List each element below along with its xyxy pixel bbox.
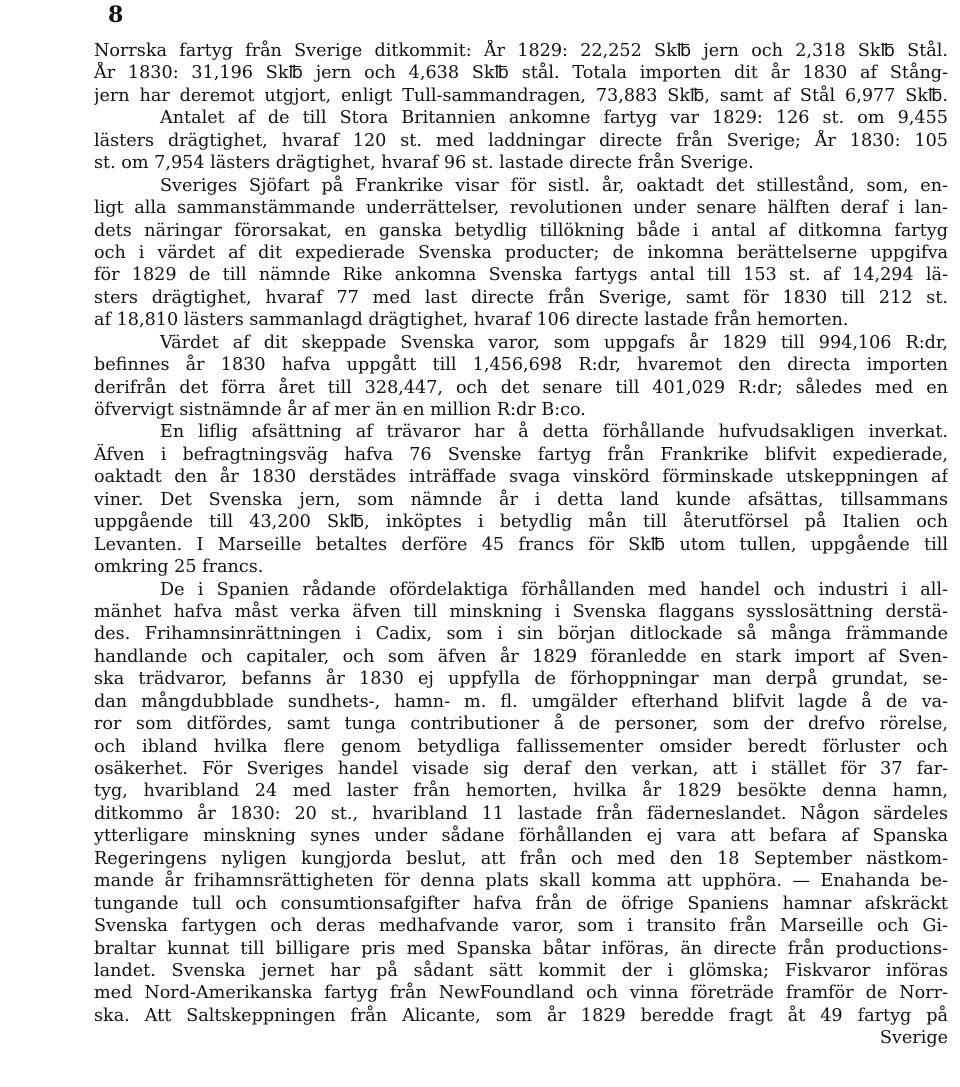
text-line: Levanten. I Marseille betaltes derföre 45 francs för Sk℔ utom tullen, uppgående till <box>94 534 948 555</box>
text-line: landet. Svenska jernet har på sådant sätt kommit der i glömska; Fiskvaror införas <box>94 960 948 981</box>
text-line: omkring 25 francs. <box>94 557 264 578</box>
text-line: Äfven i befragtningsväg hafva 76 Svenske fartyg från Frankrike blifvit expedierade, <box>94 444 948 465</box>
body-text <box>94 40 948 1050</box>
text-line: dan mångdubblade sundhets-, hamn- m. fl. umgälder efterhand blifvit lagde å de va- <box>94 691 948 712</box>
text-line: Svenska fartygen och deras medhafvande varor, som i transito från Marseille och Gi- <box>94 916 948 937</box>
text-line: En liflig afsättning af trävaror har å detta förhållande hufvudsakligen inverkat. <box>160 422 948 443</box>
text-line: Sveriges Sjöfart på Frankrike visar för sistl. år, oaktadt det stillestånd, som, en- <box>160 175 948 196</box>
text-line: De i Spanien rådande ofördelaktiga förhållanden med handel och industri i all- <box>160 579 948 600</box>
text-line: viner. Det Svenska jern, som nämnde år i detta land kunde afsättas, tillsammans <box>94 489 948 510</box>
text-line: ditkommo år 1830: 20 st., hvaribland 11 lastade från fäderneslandet. Någon särdeles <box>94 803 948 824</box>
text-line: osäkerhet. För Sveriges handel visade sig deraf den verkan, att i stället för 37 far- <box>94 759 948 779</box>
text-line: År 1830: 31,196 Sk℔ jern och 4,638 Sk℔ stål. Totala importen dit år 1830 af Stång- <box>94 63 948 84</box>
text-line: jern har deremot utgjort, enligt Tull-sammandragen, 73,883 Sk℔, samt af Stål 6,977 Sk℔. <box>94 85 948 106</box>
text-line: och i värdet af dit expedierade Svenska producter; de inkomna berättelserne uppgifva <box>94 242 948 263</box>
text-line: Antalet af de till Stora Britannien ankomne fartyg var 1829: 126 st. om 9,455 <box>160 108 948 129</box>
text-line: lästers drägtighet, hvaraf 120 st. med laddningar directe från Sverige; År 1830: 105 <box>94 130 948 151</box>
text-line: för 1829 de till nämnde Rike ankomna Svenska fartygs antal till 153 st. af 14,294 lä- <box>94 265 948 286</box>
text-line: mänhet hafva måst verka äfven till minskning i Svenska flaggans sysslosättning derstä- <box>94 601 948 622</box>
text-line: tyg, hvaribland 24 med laster från hemorten, hvilka år 1829 besökte denna hamn, <box>94 781 948 802</box>
text-line: tungande tull och consumtionsafgifter hafva från de öfrige Spaniens hamnar afskräckt <box>94 893 948 914</box>
text-line: des. Frihamnsinrättningen i Cadix, som i sin början ditlockade så många främmande <box>94 624 948 645</box>
text-line: handlande och capitaler, och som äfven år 1829 föranledde en stark import af Sven- <box>94 646 948 667</box>
text-line: st. om 7,954 lästers drägtighet, hvaraf 96 st. lastade directe från Sverige. <box>94 153 754 174</box>
text-line: ska. Att Saltskeppningen från Alicante, som år 1829 beredde fragt åt 49 fartyg på <box>94 1005 948 1026</box>
text-line: Regeringens nyligen kungjorda beslut, att från och med den 18 September nästkom- <box>94 848 948 869</box>
text-line: Norrska fartyg från Sverige ditkommit: År 1829: 22,252 Sk℔ jern och 2,318 Sk℔ Stål. <box>94 41 948 61</box>
text-line: ligt alla sammanstämmande underrättelser, revolutionen under senare hälften deraf i lan- <box>94 198 948 219</box>
text-line: befinnes år 1830 hafva uppgått till 1,456,698 R:dr, hvaremot den directa importen <box>94 355 948 376</box>
text-line: af 18,810 lästers sammanlagd drägtighet, hvaraf 106 directe lastade från hemorten. <box>94 310 849 331</box>
text-line: med Nord-Amerikanska fartyg från NewFoundland och vinna företräde framför de Norr- <box>94 983 948 1004</box>
text-line: oaktadt den år 1830 derstädes inträffade svaga vinskörd förminskade utskeppningen af <box>94 467 948 488</box>
text-line: sters drägtighet, hvaraf 77 med last directe från Sverige, samt för 1830 till 212 st. <box>94 287 948 308</box>
catchword: Sverige <box>879 1028 948 1049</box>
text-line: ytterligare minskning synes under sådane förhållanden ej vara att befara af Spanska <box>94 826 948 847</box>
text-line: Värdet af dit skeppade Svenska varor, som uppgafs år 1829 till 994,106 R:dr, <box>160 332 948 353</box>
text-line: dets näringar förorsakat, en ganska betydlig tillökning både i antal af ditkomna fartyg <box>94 220 948 241</box>
text-line: öfvervigt sistnämnde år af mer än en million R:dr B:co. <box>94 400 586 420</box>
text-line: mande år frihamnsrättigheten för denna plats skall komma att upphöra. — Enahanda be- <box>94 871 948 892</box>
text-line: braltar kunnat till billigare pris med Spanska båtar införas, än directe från productions- <box>94 938 948 959</box>
text-line: uppgående till 43,200 Sk℔, inköptes i betydlig mån till återutförsel på Italien och <box>94 512 948 533</box>
page-number: 8 <box>108 2 124 28</box>
text-line: derifrån det förra året till 328,447, och det senare till 401,029 R:dr; således med en <box>94 377 948 398</box>
text-line: ska trädvaror, befanns år 1830 ej uppfylla de förhoppningar man derpå grundat, se- <box>94 669 948 690</box>
text-line: och ibland hvilka flere genom betydliga fallissementer omsider beredt förluster och <box>94 736 948 757</box>
text-line: ror som ditfördes, samt tunga contributioner å de personer, som der drefvo rörelse, <box>94 714 948 735</box>
